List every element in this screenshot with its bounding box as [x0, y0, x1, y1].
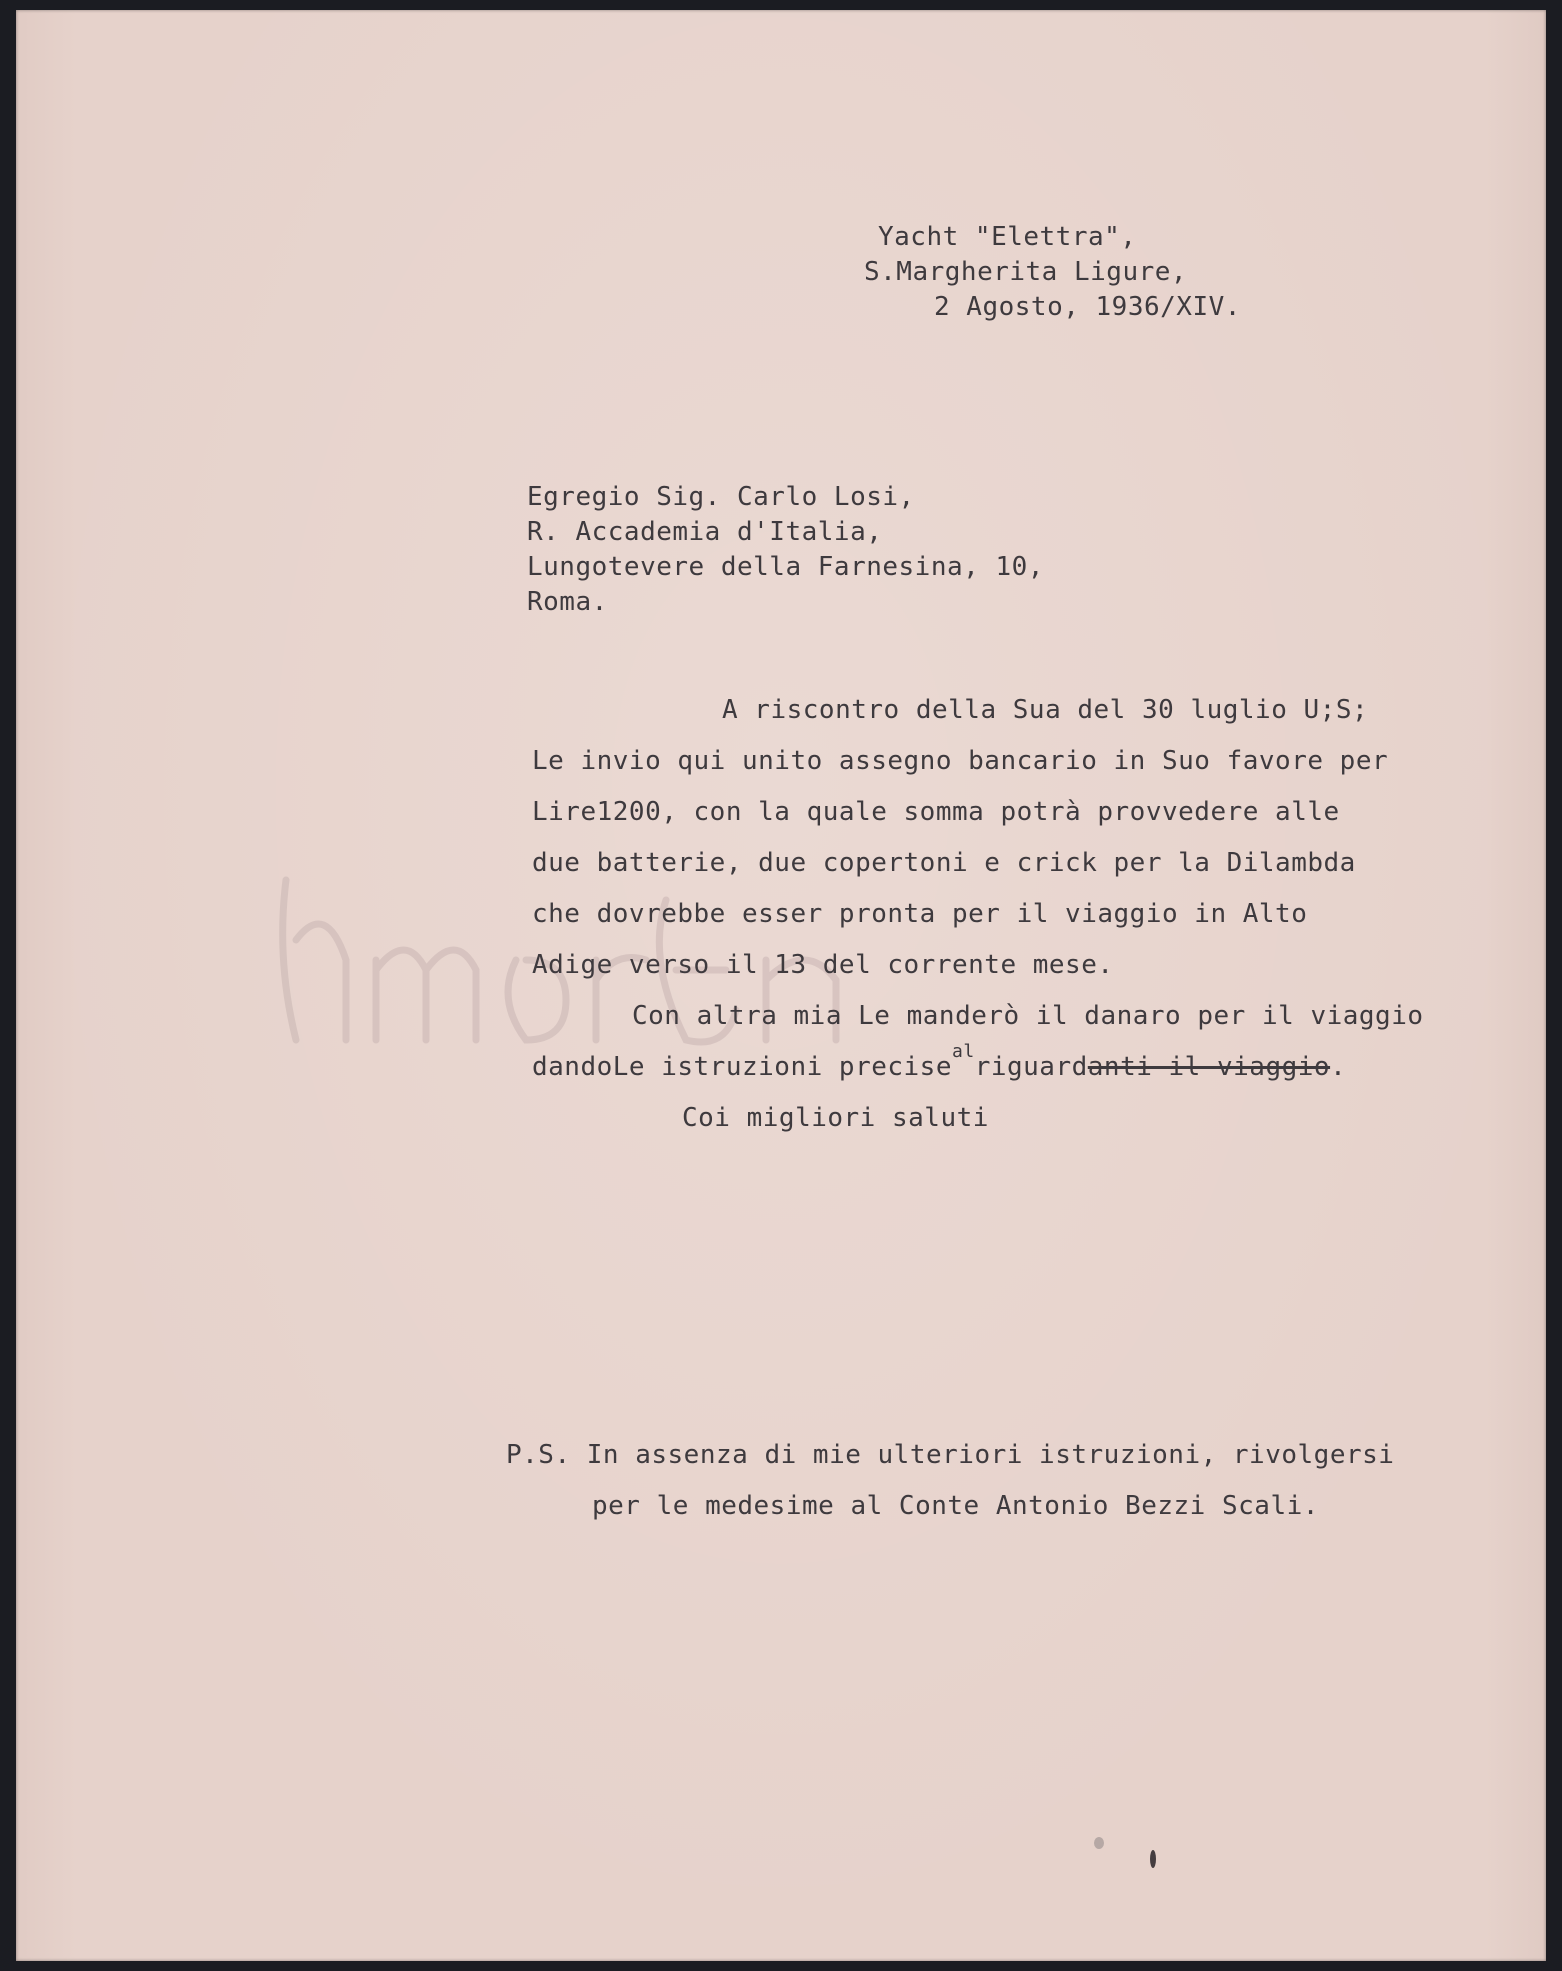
- body-line-corrected: [532, 1042, 1346, 1093]
- body-line: Le invio qui unito assegno bancario in Suo favore per: [532, 746, 1389, 776]
- body-line: che dovrebbe esser pronta per il viaggio in Alto: [532, 899, 1308, 929]
- body-text: riguard: [974, 1052, 1088, 1082]
- postscript-line: per le medesime al Conte Antonio Bezzi Scali.: [592, 1491, 1319, 1521]
- body-line: Adige verso il 13 del corrente mese.: [532, 950, 1114, 980]
- struck-text: anti il viaggio: [1087, 1052, 1331, 1082]
- body-line: due batterie, due copertoni e crick per la Dilambda: [532, 848, 1356, 878]
- body-line: A riscontro della Sua del 30 luglio U;S;: [722, 695, 1369, 725]
- ink-mark: [1150, 1850, 1156, 1868]
- recipient-street: Lungotevere della Farnesina, 10,: [527, 552, 1044, 582]
- body-text: dandoLe istruzioni precise: [532, 1052, 952, 1082]
- letter-date: 2 Agosto, 1936/XIV.: [934, 292, 1241, 322]
- inserted-word: al: [952, 1041, 975, 1062]
- body-line: Con altra mia Le manderò il danaro per il viaggio: [632, 1001, 1424, 1031]
- recipient-institution: R. Accademia d'Italia,: [527, 517, 883, 547]
- recipient-city: Roma.: [527, 587, 608, 617]
- ink-smudge: [1094, 1837, 1104, 1849]
- body-line: Lire1200, con la quale somma potrà provvedere alle: [532, 797, 1340, 827]
- recipient-name: Egregio Sig. Carlo Losi,: [527, 482, 915, 512]
- body-text: .: [1330, 1052, 1347, 1082]
- sender-yacht: Yacht "Elettra",: [878, 222, 1137, 252]
- letter-sheet: [16, 10, 1546, 1961]
- postscript-line: P.S. In assenza di mie ulteriori istruzioni, rivolgersi: [506, 1440, 1395, 1470]
- sender-place: S.Margherita Ligure,: [864, 257, 1188, 287]
- closing-salutation: Coi migliori saluti: [682, 1103, 989, 1133]
